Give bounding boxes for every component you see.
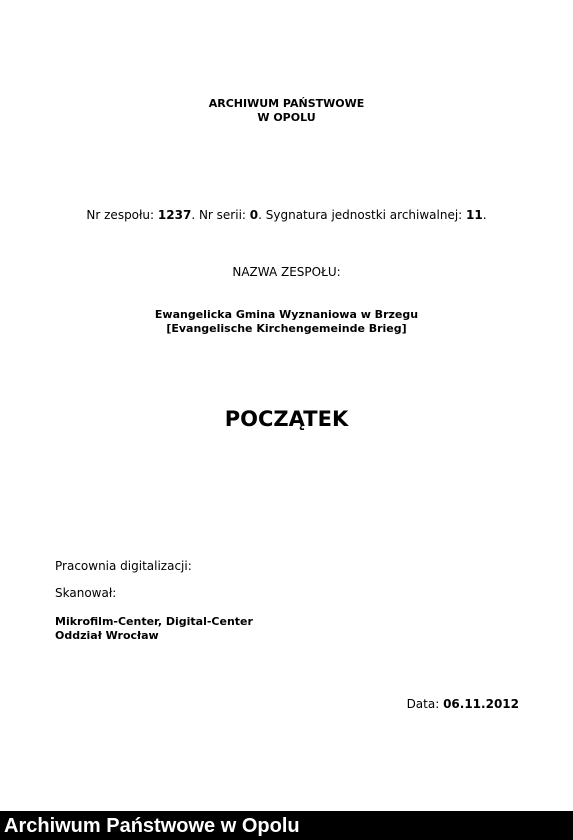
footer-bar [0,811,573,840]
archive-header-line1: ARCHIWUM PAŃSTWOWE [208,97,365,110]
fonds-number-label: Nr zespołu: [86,208,158,222]
fonds-name-polish: Ewangelicka Gmina Wyznaniowa w Brzegu [154,308,419,321]
fonds-name-label: NAZWA ZESPOŁU: [232,265,341,279]
digitization-lab-label: Pracownia digitalizacji: [55,559,192,573]
identifiers-end: . [482,208,487,222]
document-title: POCZĄTEK [224,407,349,431]
date-value: 06.11.2012 [443,697,519,711]
series-number-label: . Nr serii: [191,208,250,222]
scanner-name-line1: Mikrofilm-Center, Digital-Center [55,615,253,628]
signature-label: . Sygnatura jednostki archiwalnej: [258,208,467,222]
date-line [407,697,519,712]
archive-header [0,97,573,125]
fonds-number: 1237 [157,208,192,222]
date-label: Data: [406,697,444,711]
archive-header-line2: W OPOLU [257,111,316,124]
footer-text: Archiwum Państwowe w Opolu [4,815,300,837]
series-number: 0 [249,208,259,222]
fonds-name-german: [Evangelische Kirchengemeinde Brieg] [166,322,407,335]
scanner-name-line2: Oddział Wrocław [55,629,159,642]
scanned-by-label: Skanował: [55,586,117,600]
scanner-name [55,615,253,643]
signature-number: 11 [466,208,483,222]
identifiers-line [0,208,573,223]
fonds-name [0,308,573,336]
